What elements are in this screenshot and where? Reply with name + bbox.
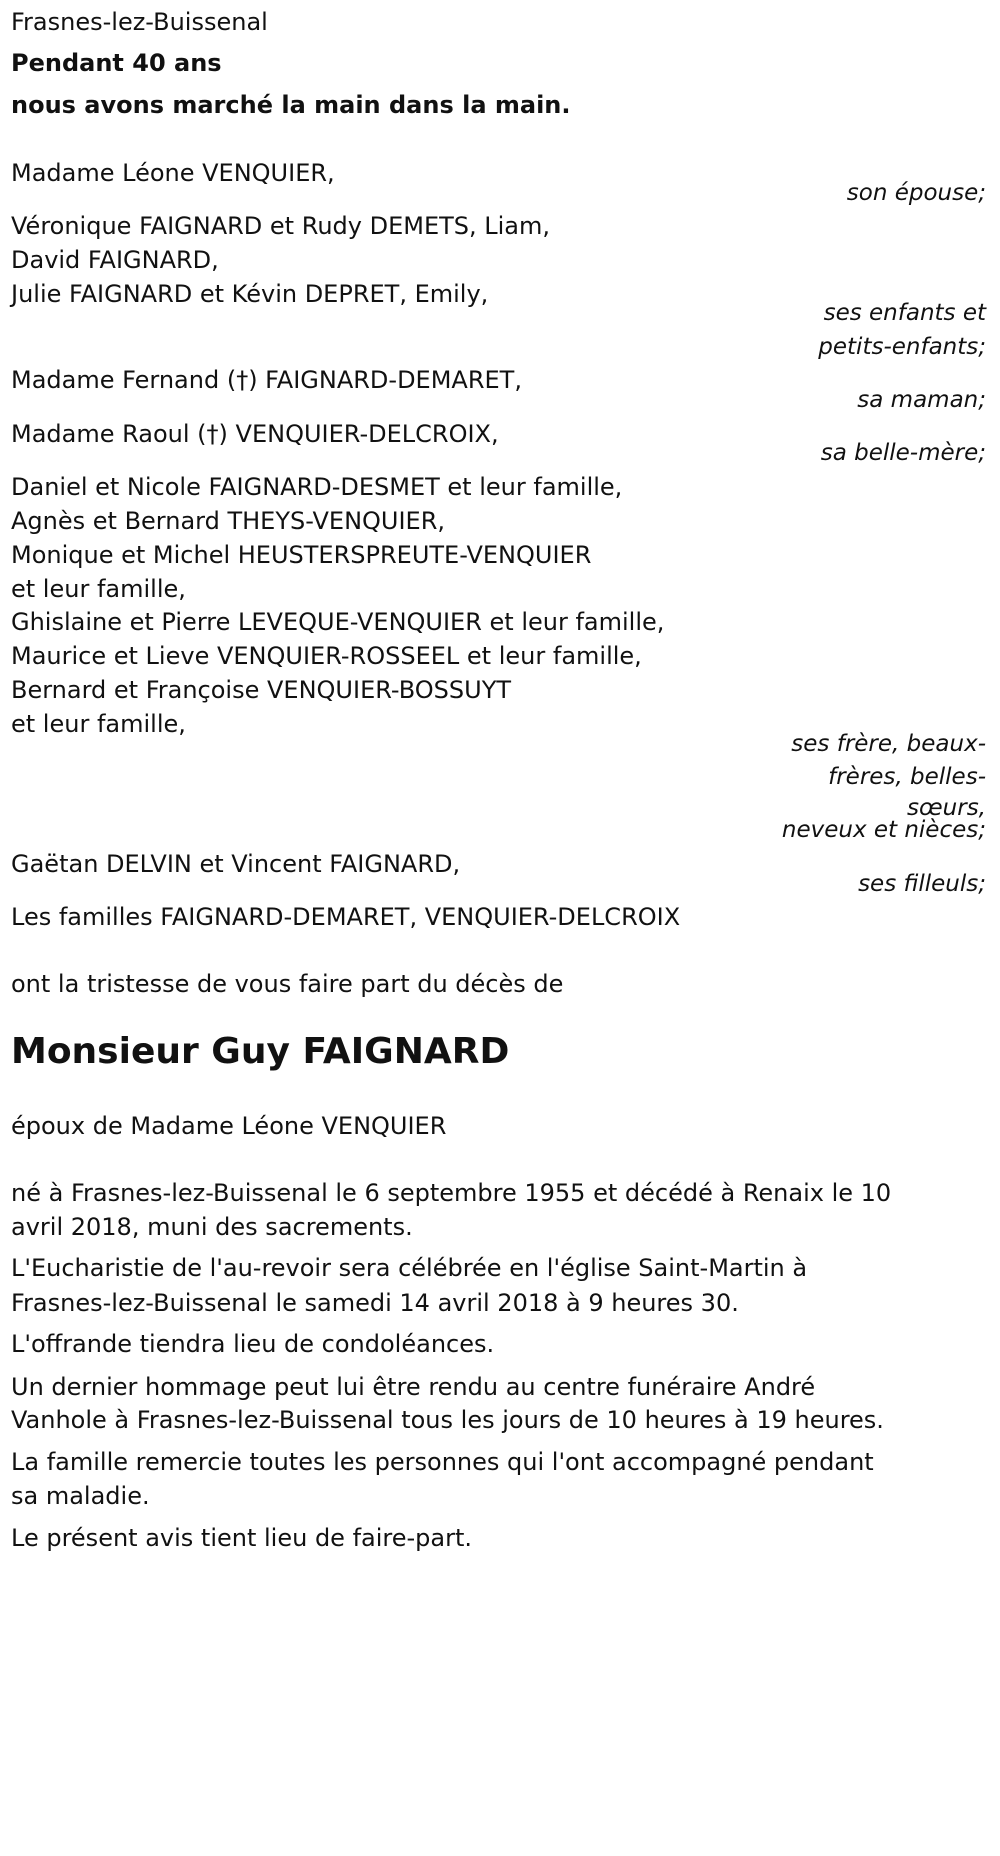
detail-line: L'offrande tiendra lieu de condoléances. (11, 1330, 495, 1358)
quote-line-1: Pendant 40 ans (11, 49, 222, 77)
family-name-line: David FAIGNARD, (11, 246, 219, 274)
relation-label: ses enfants et (823, 300, 986, 326)
family-name-line: Daniel et Nicole FAIGNARD-DESMET et leur famille, (11, 473, 623, 501)
relation-label: frères, belles- (828, 764, 986, 790)
detail-line: L'Eucharistie de l'au-revoir sera célébrée en l'église Saint-Martin à (11, 1254, 808, 1282)
family-name-line: et leur famille, (11, 575, 186, 603)
family-name-line: Agnès et Bernard THEYS-VENQUIER, (11, 507, 446, 535)
detail-line: né à Frasnes-lez-Buissenal le 6 septembre 1955 et décédé à Renaix le 10 (11, 1179, 892, 1207)
family-name-line: et leur famille, (11, 710, 186, 738)
family-name-line: Les familles FAIGNARD-DEMARET, VENQUIER-DELCROIX (11, 903, 681, 931)
relation-label: neveux et nièces; (781, 817, 986, 843)
family-name-line: Gaëtan DELVIN et Vincent FAIGNARD, (11, 850, 461, 878)
relation-label: sa belle-mère; (820, 440, 986, 466)
relation-label: petits-enfants; (818, 334, 986, 360)
quote-line-2: nous avons marché la main dans la main. (11, 91, 571, 119)
detail-line: avril 2018, muni des sacrements. (11, 1213, 413, 1241)
family-name-line: Maurice et Lieve VENQUIER-ROSSEEL et leur famille, (11, 642, 642, 670)
detail-line: La famille remercie toutes les personnes qui l'ont accompagné pendant (11, 1448, 874, 1476)
spouse-line: époux de Madame Léone VENQUIER (11, 1112, 447, 1140)
relation-label: sœurs, (907, 795, 986, 821)
family-name-line: Véronique FAIGNARD et Rudy DEMETS, Liam, (11, 212, 551, 240)
detail-line: Le présent avis tient lieu de faire-part. (11, 1524, 473, 1552)
detail-line: sa maladie. (11, 1482, 150, 1510)
relation-label: son épouse; (846, 180, 986, 206)
family-name-line: Madame Fernand (†) FAIGNARD-DEMARET, (11, 366, 522, 394)
detail-line: Vanhole à Frasnes-lez-Buissenal tous les jours de 10 heures à 19 heures. (11, 1406, 884, 1434)
detail-line: Frasnes-lez-Buissenal le samedi 14 avril 2018 à 9 heures 30. (11, 1289, 739, 1317)
family-name-line: Madame Léone VENQUIER, (11, 159, 335, 187)
location-line: Frasnes-lez-Buissenal (11, 8, 268, 36)
family-name-line: Ghislaine et Pierre LEVEQUE-VENQUIER et leur famille, (11, 608, 665, 636)
deceased-name: Monsieur Guy FAIGNARD (11, 1031, 510, 1072)
relation-label: sa maman; (857, 387, 986, 413)
family-name-line: Monique et Michel HEUSTERSPREUTE-VENQUIER (11, 541, 592, 569)
relation-label: ses frère, beaux- (791, 731, 986, 757)
family-name-line: Bernard et Françoise VENQUIER-BOSSUYT (11, 676, 512, 704)
detail-line: Un dernier hommage peut lui être rendu au centre funéraire André (11, 1373, 816, 1401)
announcement-text: ont la tristesse de vous faire part du décès de (11, 970, 564, 998)
family-name-line: Madame Raoul (†) VENQUIER-DELCROIX, (11, 420, 499, 448)
relation-label: ses filleuls; (858, 871, 986, 897)
family-name-line: Julie FAIGNARD et Kévin DEPRET, Emily, (11, 280, 489, 308)
